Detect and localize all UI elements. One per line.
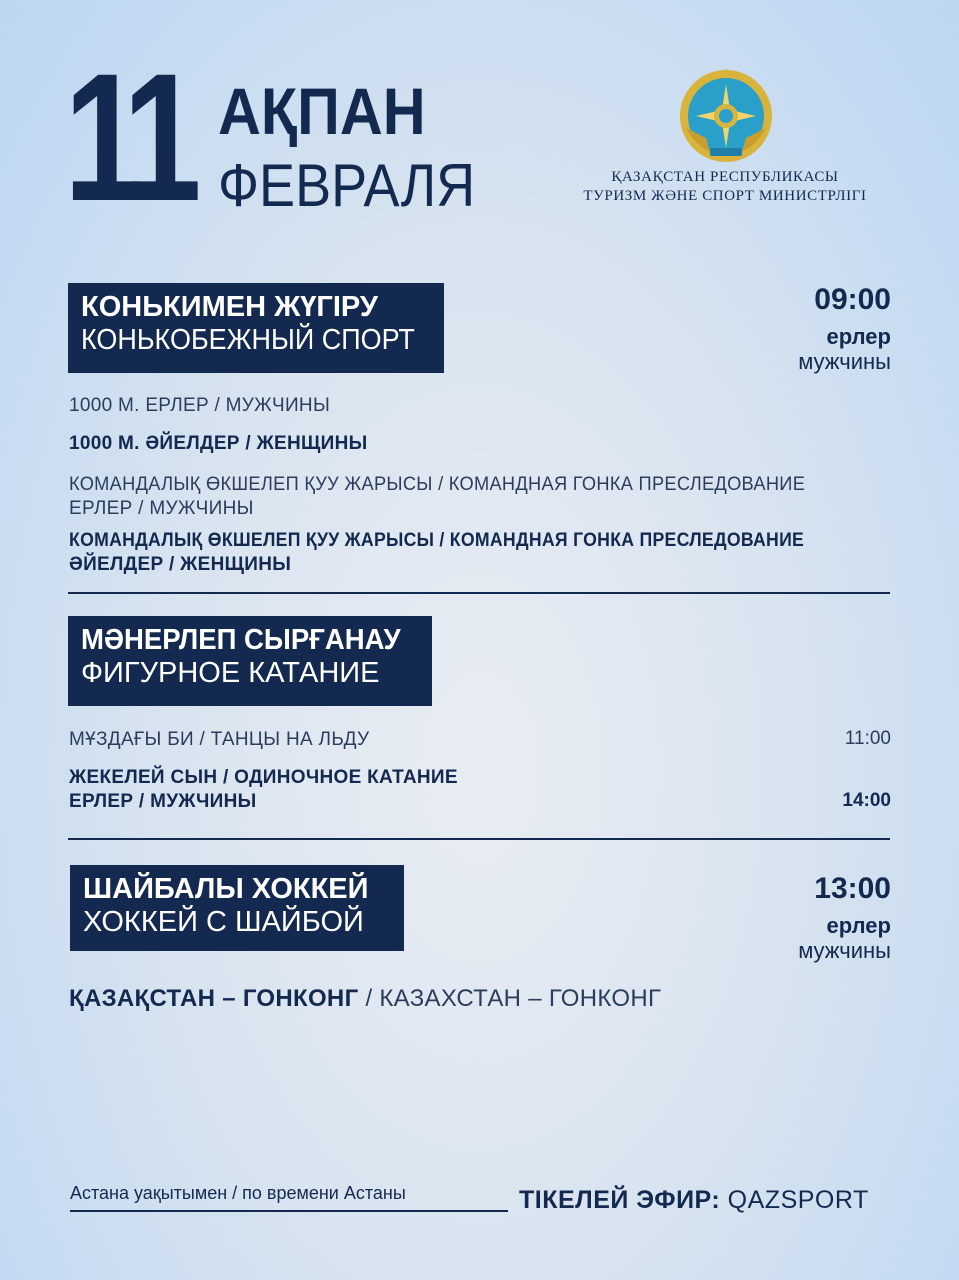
sport-title-ru: ХОККЕЙ С ШАЙБОЙ (83, 906, 364, 938)
event-item: 1000 М. ӘЙЕЛДЕР / ЖЕНЩИНЫ (69, 433, 368, 454)
event-time: 14:00 (842, 790, 891, 811)
sport-box-speed-skating (68, 283, 444, 373)
event-item: ЕРЛЕР / МУЖЧИНЫ (69, 791, 257, 812)
gender-ru: мужчины (798, 938, 891, 963)
gender-kz: ерлер (826, 913, 891, 938)
sport-box-hockey (70, 865, 404, 951)
ministry-name (560, 168, 890, 206)
section-divider (68, 838, 890, 840)
sport-title-kz: КОНЬКИМЕН ЖҮГІРУ (81, 291, 378, 323)
live-channel: QAZSPORT (727, 1186, 869, 1214)
event-item: ӘЙЕЛДЕР / ЖЕНЩИНЫ (69, 554, 292, 575)
sport-title-ru: ФИГУРНОЕ КАТАНИЕ (81, 657, 380, 689)
event-item: КОМАНДАЛЫҚ ӨКШЕЛЕП ҚУУ ЖАРЫСЫ / КОМАНДНАЯ ГОНКА ПРЕСЛЕДОВАНИЕ (69, 530, 805, 551)
event-time: 11:00 (844, 728, 891, 749)
sport-title-kz: ШАЙБАЛЫ ХОККЕЙ (83, 873, 369, 905)
event-item: КОМАНДАЛЫҚ ӨКШЕЛЕП ҚУУ ЖАРЫСЫ / КОМАНДНАЯ ГОНКА ПРЕСЛЕДОВАНИЕ (69, 474, 806, 495)
hockey-match (69, 984, 661, 1014)
month-russian: ФЕВРАЛЯ (218, 152, 476, 219)
section-divider (68, 592, 890, 594)
start-time: 09:00 (814, 283, 891, 316)
gender-ru: мужчины (798, 349, 891, 374)
sport-box-figure-skating (68, 616, 432, 706)
state-emblem-icon (676, 66, 776, 166)
event-item: ЖЕКЕЛЕЙ СЫН / ОДИНОЧНОЕ КАТАНИЕ (69, 767, 458, 788)
live-broadcast (519, 1186, 869, 1215)
match-kz: ҚАЗАҚСТАН – ГОНКОНГ (69, 985, 359, 1012)
live-label: ТІКЕЛЕЙ ЭФИР: (519, 1186, 721, 1214)
event-item: МҰЗДАҒЫ БИ / ТАНЦЫ НА ЛЬДУ (69, 729, 370, 750)
month-kazakh: АҚПАН (218, 74, 426, 148)
event-item: ЕРЛЕР / МУЖЧИНЫ (69, 498, 254, 519)
sport-title-ru: КОНЬКОБЕЖНЫЙ СПОРТ (81, 324, 415, 356)
time-zone-note: Астана уақытымен / по времени Астаны (70, 1183, 508, 1212)
gender-kz: ерлер (826, 324, 891, 349)
match-ru: КАЗАХСТАН – ГОНКОНГ (379, 985, 662, 1012)
match-separator: / (358, 985, 380, 1012)
date-day: 11 (64, 35, 190, 239)
ministry-line-1: ҚАЗАҚСТАН РЕСПУБЛИКАСЫ (611, 169, 839, 185)
ministry-line-2: ТУРИЗМ ЖӘНЕ СПОРТ МИНИСТРЛІГІ (583, 188, 867, 204)
event-item: 1000 М. ЕРЛЕР / МУЖЧИНЫ (69, 395, 331, 416)
start-time: 13:00 (814, 872, 891, 905)
sport-title-kz: МӘНЕРЛЕП СЫРҒАНАУ (81, 624, 401, 656)
